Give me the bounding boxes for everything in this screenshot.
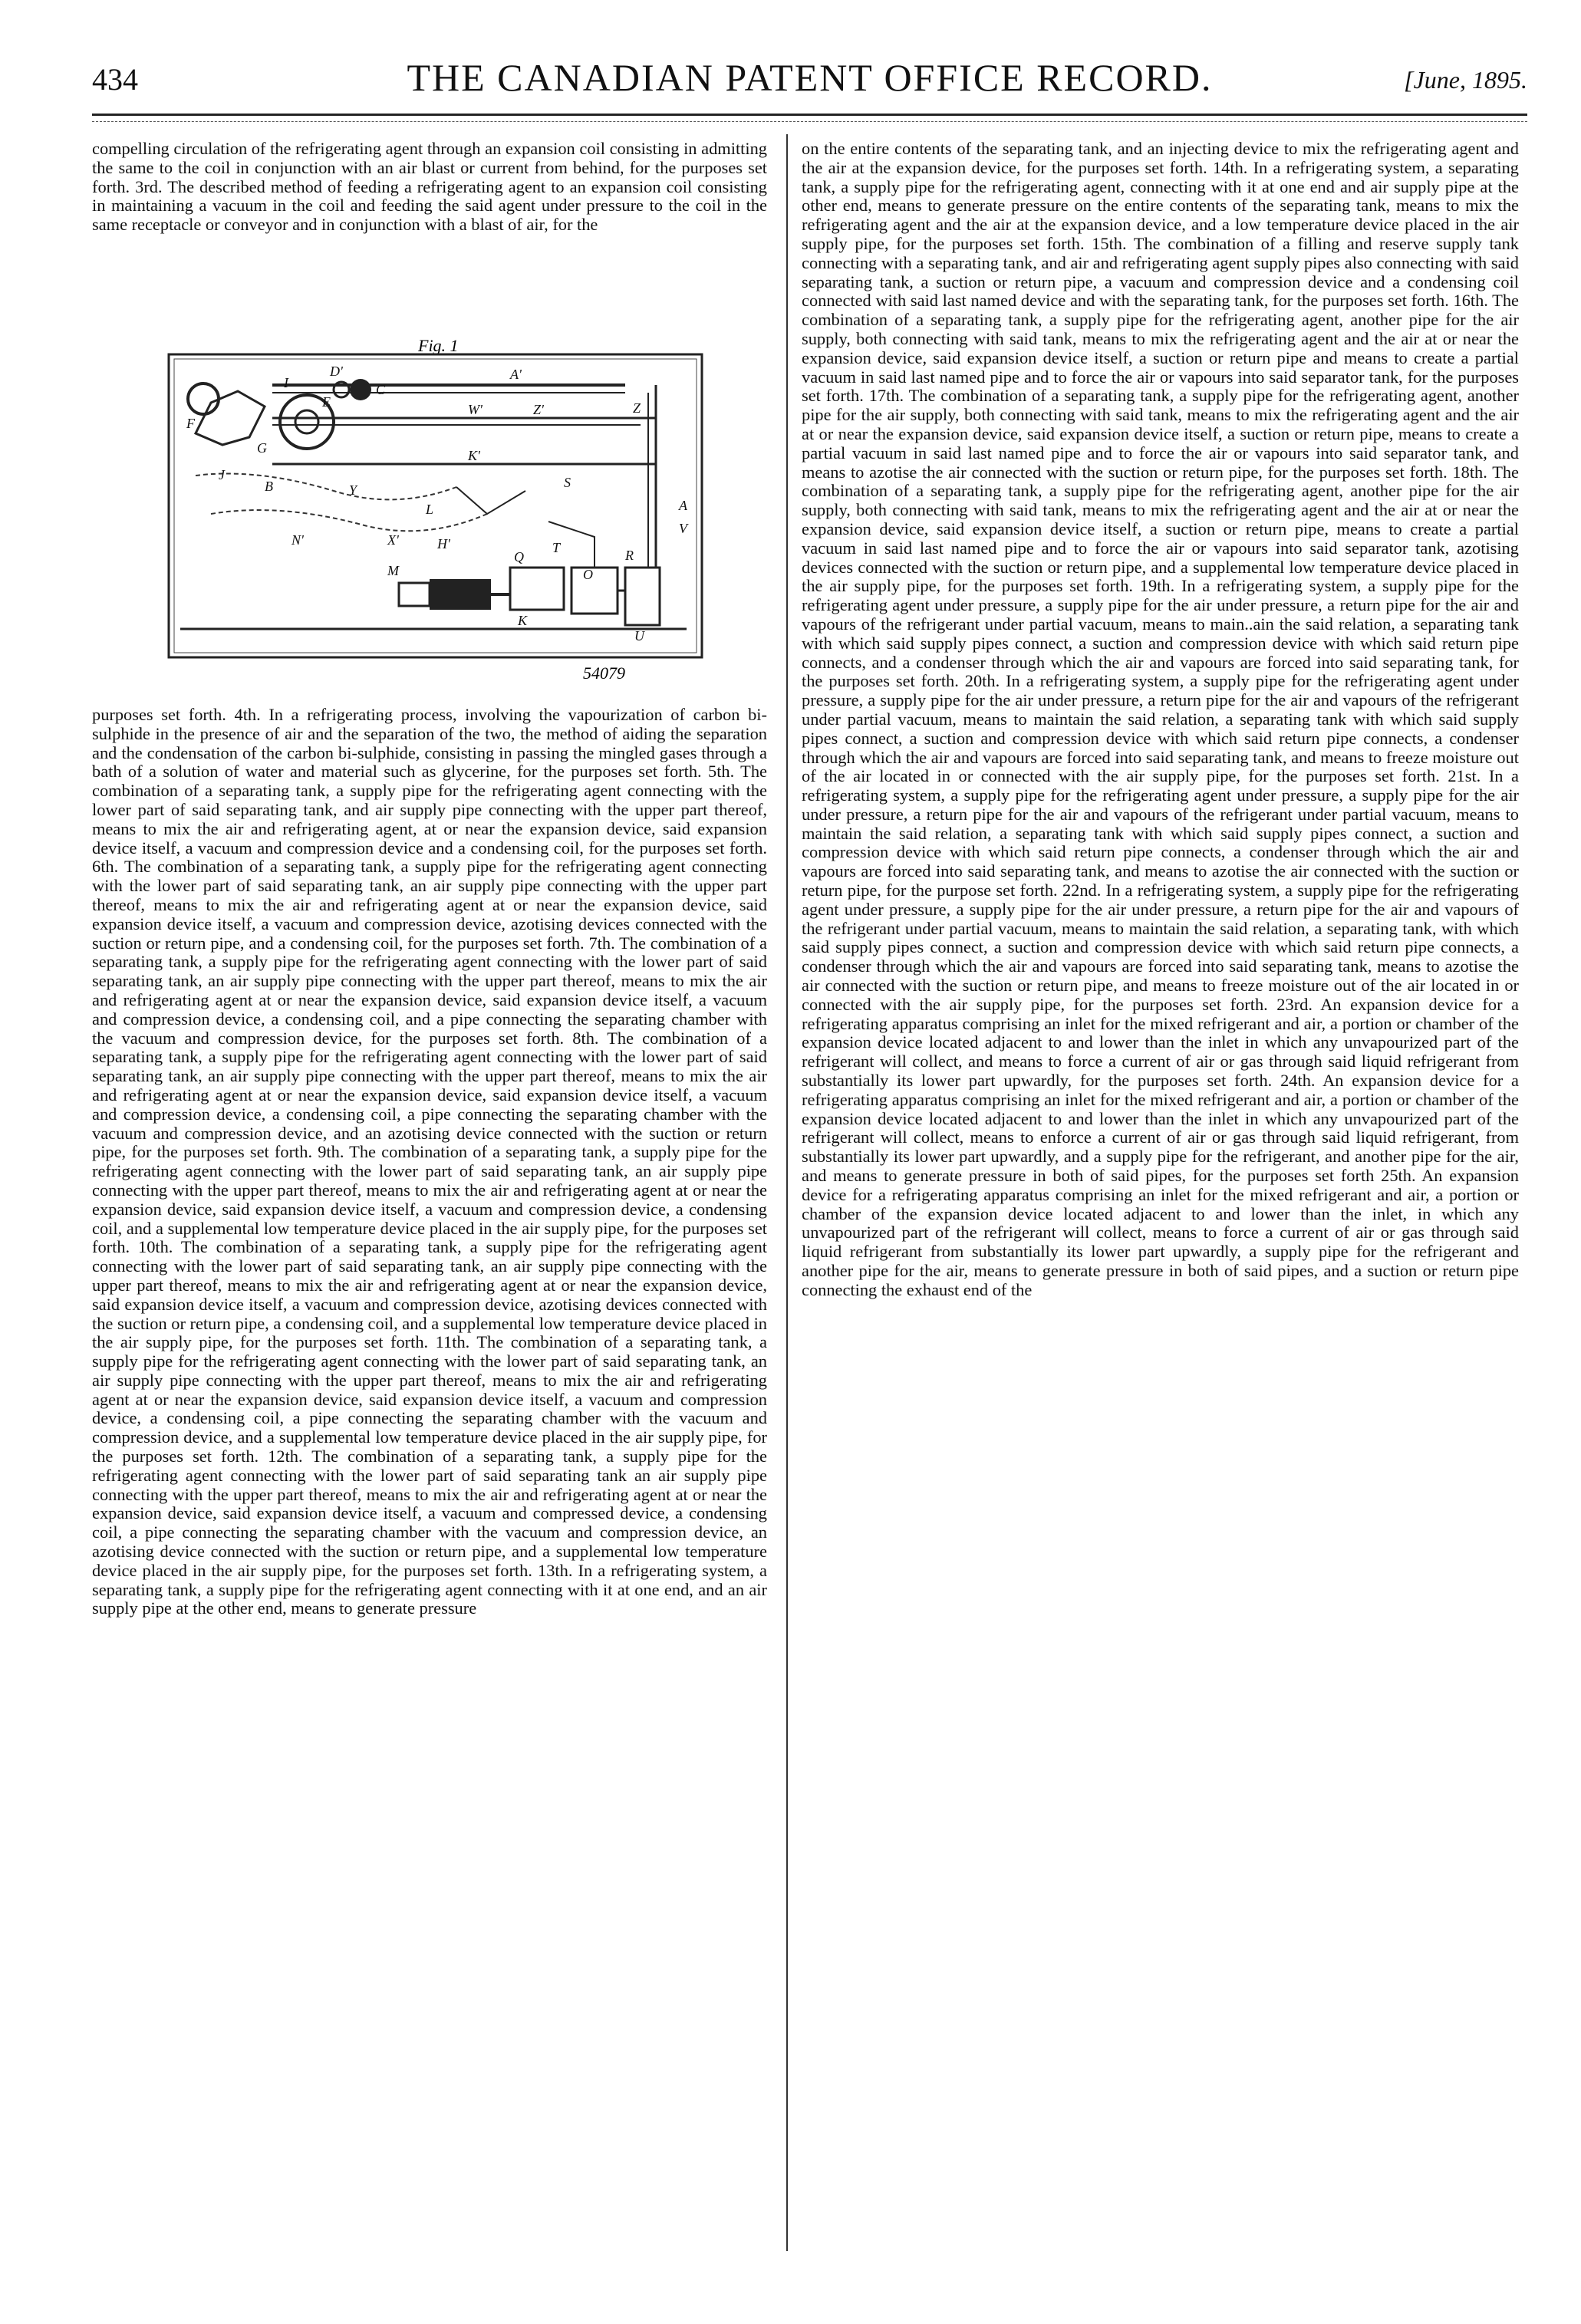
figure-label: B <box>265 479 273 494</box>
left-bottom-paragraph: purposes set forth. 4th. In a refrigerating process, involving the vapourization of carbon bi-sulphide in the presence of air and the separation of the two, the method of aiding the separation and the condensation of the carbon bi-sulphide, consisting in passing the mingled gases through a bath of a solution of water and material such as glycerine, for the purposes set forth. 5th. The combination of a separating tank, a supply pipe for the refrigerating agent connecting with the lower part of said separating tank, and air supply pipe connecting with the upper part thereof, means to mix the air and refrigerating agent, at or near the expansion device, said expansion device itself, a vacuum and compression device and a condensing coil, for the purposes set forth. 6th. The combination of a separating tank, a supply pipe for the refrigerating agent connecting with the lower part of said separating tank, an air supply pipe connecting with the upper part thereof, means to mix the air and refrigerating agent at or near the expansion device, said expansion device itself, a vacuum and compression device, azotising devices connected with the suction or return pipe, and a condensing coil, for the purposes set forth. 7th. The combination of a separating tank, a supply pipe for the refrigerating agent connecting with the lower part of said separating tank, an air supply pipe connecting with the upper part thereof, means to mix the air and refrigerating agent at or near the expansion device, said expansion device itself, a vacuum and compression device, a condensing coil, and a pipe connecting the separating chamber with the vacuum and compression device, for the purposes set forth. 8th. The combination of a separating tank, a supply pipe for the refrigerating agent connecting with the lower part of said separating tank, an air supply pipe connecting with the upper part thereof, means to mix the air and refrigerating agent at or near the expansion device, said expansion device itself, a vacuum and compression device, a condensing coil, a pipe connecting the separating chamber with the vacuum and compression device, and an azotising device connected with the suction or return pipe, for the purposes set forth. 9th. The combination of a separating tank, a supply pipe for the refrigerating agent connecting with the lower part of said separating tank, an air supply pipe connecting with the upper part thereof, means to mix the air and refrigerating agent at or near the expansion device, said expansion device itself, a vacuum and compression device, a condensing coil, and a supplemental low temperature device placed in the air supply pipe, for the purposes set forth. 10th. The combination of a separating tank, a supply pipe for the refrigerating agent connecting with the lower part of said separating tank, an air supply pipe connecting with the upper part thereof, means to mix the air and refrigerating agent at or near the expansion device, said expansion device itself, a vacuum and compression device, azotising devices connected with the suction or return pipe, a condensing coil, and a supplemental low temperature device placed in the air supply pipe, for the purposes set forth. 11th. The combination of a separating tank, a supply pipe for the refrigerating agent connecting with the lower part of said separating tank, an air supply pipe connecting with the upper part thereof, means to mix the air and refrigerating agent at or near the expansion device, said expansion device itself, a vacuum and compression device, a condensing coil, a pipe connecting the separating chamber with the vacuum and compression device, and a supplemental low temperature device placed in the air supply pipe, for the purposes set forth. 12th. The combination of a separating tank, a supply pipe for the refrigerating agent connecting with the lower part of said separating tank an air supply pipe connecting with the upper part thereof, means to mix the air and refrigerating agent at or near the expansion device, said expansion device itself, a vacuum and compressed device, a condensing coil, a pipe connecting the separating chamber with the vacuum and compression device, an azotising device connected with the suction or return pipe, and a supplemental low temperature device placed in the air supply pipe, for the purposes set forth. 13th. In a refrigerating system, a separating tank, a supply pipe for the refrigerating agent connecting with it at one end, and an air supply pipe at the other end, means to generate pressure <box>92 706 767 1618</box>
figure-label: Q <box>514 549 524 565</box>
figure-label: C <box>376 382 386 397</box>
publication-title: THE CANADIAN PATENT OFFICE RECORD. <box>407 56 1213 99</box>
figure-caption-top: Fig. 1 <box>418 337 459 355</box>
figure-label: E <box>322 394 331 410</box>
figure-label: Z <box>633 400 641 416</box>
header-rule <box>92 114 1527 116</box>
left-column-top <box>92 140 767 320</box>
header-rule-dashed <box>92 121 1527 122</box>
right-column <box>802 140 1519 2249</box>
figure-label: T <box>552 540 561 555</box>
page-number: 434 <box>92 62 138 97</box>
figure-label: U <box>634 628 644 644</box>
figure-label: X' <box>387 532 399 548</box>
figure-label: A' <box>510 367 522 382</box>
figure-label: R <box>625 548 634 563</box>
figure-label: S <box>564 475 571 490</box>
left-top-paragraph: compelling circulation of the refrigerating agent through an expansion coil consisting in admitting the same to the coil in conjunction with an air blast or current from behind, for the purposes set forth. 3rd. The described method of feeding a refrigerating agent to an expansion coil consisting in maintaining a vacuum in the coil and feeding the said agent under pressure to the coil in the same receptacle or conveyor and in conjunction with a blast of air, for the <box>92 140 767 235</box>
figure-label: L <box>426 502 434 517</box>
figure-label: A <box>679 498 687 513</box>
column-divider <box>786 134 788 2251</box>
right-paragraph: on the entire contents of the separating tank, and an injecting device to mix the refrigerating agent and the air at the expansion device, for the purposes set forth. 14th. In a refrigerating system, a separating tank, a supply pipe for the refrigerating agent, connecting with it at one end and air supply pipe at the other end, means to generate pressure on the entire contents of the separating tank, means to mix the refrigerating agent and the air at the expansion device, and a low temperature device placed in the air supply pipe, for the purposes set forth. 15th. The combination of a filling and reserve supply tank connecting with a separating tank, and air and refrigerating agent supply pipes also connecting with said separating tank, a suction or return pipe, a vacuum and compression device and a condensing coil connected with said last named device and with the separating tank, for the purposes set forth. 16th. The combination of a separating tank, a supply pipe for the refrigerating agent, another pipe for the air supply, both connecting with said tank, means to mix the refrigerating agent and the air at or near the expansion device, said expansion device itself, a suction or return pipe and means to create a partial vacuum in said last named pipe and to force the air or vapours into said separator tank, for the purposes set forth. 17th. The combination of a separating tank, a supply pipe for the refrigerating agent, another pipe for the air supply, both connecting with said tank, means to mix the refrigerating agent and the air at or near the expansion device, said expansion device itself, a suction or return pipe, means to create a partial vacuum in said last named pipe and to force the air or vapours into said separator tank, and means to azotise the air connected with the suction or return pipe, for the purposes set forth. 18th. The combination of a separating tank, a supply pipe for the refrigerating agent, another pipe for the air supply, both connecting with said tank, means to mix the refrigerating agent and the air at or near the expansion device, said expansion device itself, a suction or return pipe, means to create a partial vacuum in said last named pipe and to force the air or vapours into said separator tank, azotising devices connected with the suction or return pipe, and a supplemental low temperature device placed in the air supply pipe, for the purposes set forth. 19th. In a refrigerating system, a supply pipe for the refrigerating agent under pressure, a supply pipe for the air under pressure, a return pipe for the air and vapours of the refrigerant under partial vacuum, means to main..ain the said relation, a separating tank with which said supply pipes connect, a suction and compression device with which said return pipe connects, and a condenser through which the air and vapours are forced into said separating tank, for the purposes set forth. 20th. In a refrigerating system, a supply pipe for the refrigerating agent under pressure, a supply pipe for the air under pressure, a return pipe for the air and vapours of the refrigerant under partial vacuum, means to maintain the said relation, a separating tank with which said supply pipes connect, a suction and compression device with which said return pipe connects, a condenser through which the air and vapours are forced into said separating tank, and means to freeze moisture out of the air located in or connected with the air supply pipe, for the purposes set forth. 21st. In a refrigerating system, a supply pipe for the refrigerating agent under pressure, a supply pipe for the air under pressure, a return pipe for the air and vapours of the refrigerant under partial vacuum, means to maintain the said relation, a separating tank with which said supply pipes connect, a suction and compression device with which said return pipe connects, a condenser through which the air and vapours are forced into said separating tank, and means to azotise the air connected with the suction or return pipe, for the purpose set forth. 22nd. In a refrigerating system, a supply pipe for the refrigerating agent under pressure, a supply pipe for the air under pressure, a return pipe for the air and vapours of the refrigerant under partial vacuum, means to maintain the said relation, a separating tank, with which said supply pipes connect, a suction and compression device with which said return pipe connects, a condenser through which the air and vapours are forced into said separating tank, means to azotise the air connected with the suction or return pipe, and means to freeze moisture out of the air located in or connected with the air supply pipe, for the purposes set forth. 23rd. An expansion device for a refrigerating apparatus comprising an inlet for the mixed refrigerant and air, a portion or chamber of the expansion device located adjacent to and lower than the inlet in which any unvapourized part of the refrigerant will collect, and means to force a current of air or gas through said liquid refrigerant from substantially its lower part upwardly, for the purposes set forth. 24th. An expansion device for a refrigerating apparatus comprising an inlet for the mixed refrigerant and air, a portion or chamber of the expansion device located adjacent to and lower than the inlet in which any unvapourized part of the refrigerant will collect, means to enforce a current of air or gas through said liquid refrigerant, from substantially its lower part upwardly, and a supply pipe for the refrigerant, and another pipe for the air, and means to generate pressure in both of said pipes, for the purposes set forth 25th. An expansion device for a refrigerating apparatus comprising an inlet for the mixed refrigerant and air, a portion or chamber of the expansion device located adjacent to and lower than the inlet, in which any unvapourized part of the refrigerant will collect, means to force a current of air or gas through said liquid refrigerant from substantially its lower part upwardly, a supply pipe for the refrigerant and another pipe for the air, means to generate pressure in both of said pipes, and a suction or return pipe connecting the exhaust end of the <box>802 140 1519 1299</box>
figure-label: N' <box>291 532 304 548</box>
issue-date: [June, 1895. <box>1404 66 1527 94</box>
patent-figure <box>165 337 706 690</box>
figure-label: I <box>284 375 288 390</box>
figure-label: W' <box>468 402 483 417</box>
figure-label: H' <box>437 536 450 551</box>
figure-label: Z' <box>533 402 544 417</box>
figure-label: Y <box>349 482 357 498</box>
figure-label: J <box>219 467 225 482</box>
figure-label: D' <box>330 364 343 379</box>
figure-label: V <box>679 521 687 536</box>
figure-label: K <box>518 613 528 628</box>
figure-caption-bottom: 54079 <box>583 663 625 683</box>
figure-label: K' <box>468 448 480 463</box>
figure-label: M <box>387 563 399 578</box>
figure-label: F <box>186 416 195 431</box>
figure-label: O <box>583 567 593 582</box>
figure-label: G <box>257 440 267 456</box>
left-column-bottom <box>92 706 767 2247</box>
patent-drawing <box>165 337 706 690</box>
page-header <box>92 55 1527 109</box>
